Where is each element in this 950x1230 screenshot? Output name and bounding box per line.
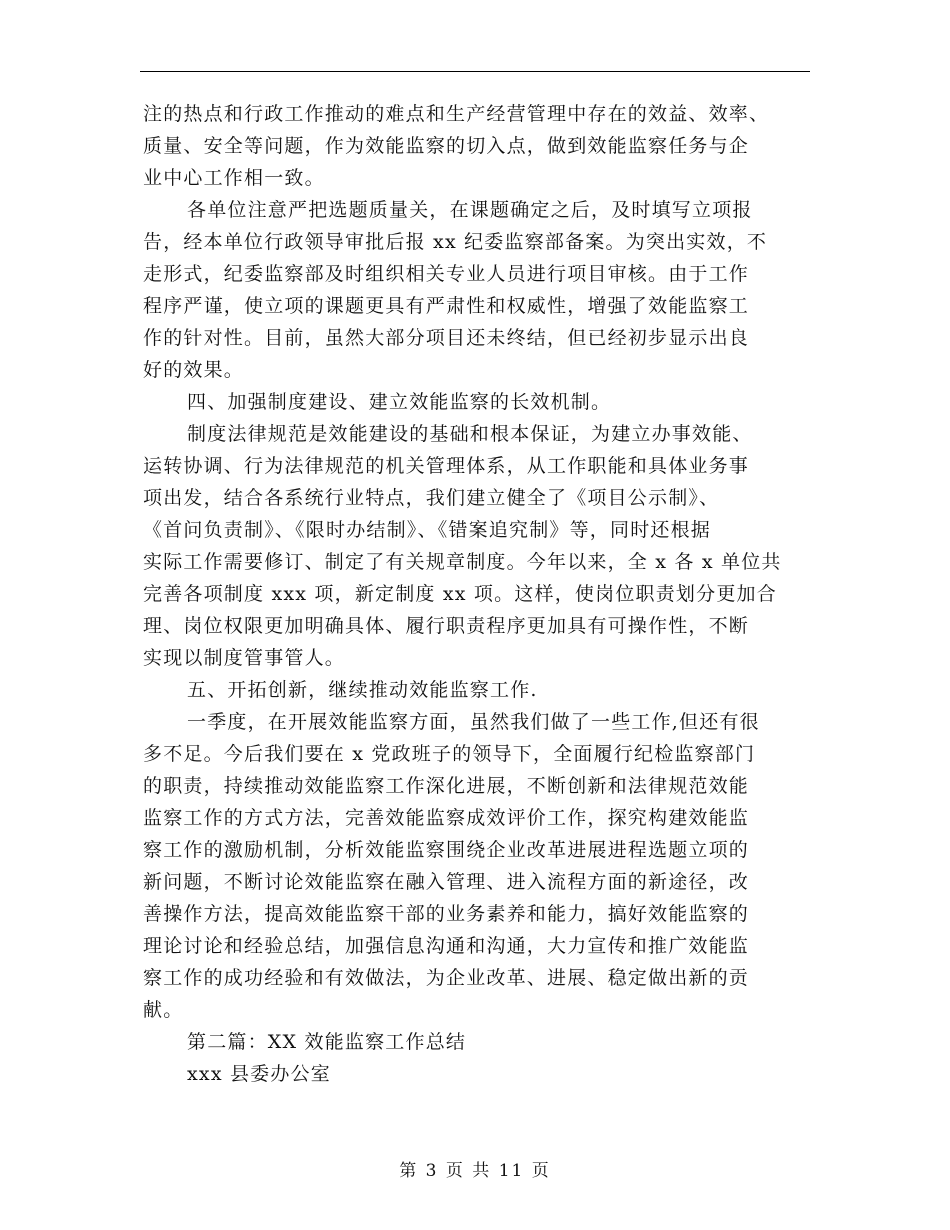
text-line: 第二篇：XX 效能监察工作总结: [187, 1031, 467, 1053]
text-line: 善操作方法，提高效能监察干部的业务素养和能力，搞好效能监察的: [143, 903, 750, 925]
header-rule: [140, 71, 810, 72]
text-line: 制度法律规范是效能建设的基础和根本保证，为建立办事效能、: [187, 423, 753, 445]
text-line: 各单位注意严把选题质量关，在课题确定之后，及时填写立项报: [187, 199, 753, 221]
text-line: 的职责，持续推动效能监察工作深化进展，不断创新和法律规范效能: [143, 775, 750, 797]
text-line: 五、开拓创新，继续推动效能监察工作.: [187, 679, 538, 701]
document-body: [143, 98, 810, 1090]
text-line: 四、加强制度建设、建立效能监察的长效机制。: [187, 391, 612, 413]
text-line: 完善各项制度 xxx 项，新定制度 xx 项。这样，使岗位职责划分更加合: [143, 583, 777, 605]
text-line: 作的针对性。目前，虽然大部分项目还未终结，但已经初步显示出良: [143, 327, 750, 349]
text-line: 察工作的成功经验和有效做法，为企业改革、进展、稳定做出新的贡: [143, 967, 750, 989]
text-line: 告，经本单位行政领导审批后报 xx 纪委监察部备案。为突出实效，不: [143, 231, 768, 253]
text-line: 好的效果。: [143, 359, 245, 381]
text-line: 程序严谨，使立项的课题更具有严肃性和权威性，增强了效能监察工: [143, 295, 750, 317]
text-line: 监察工作的方式方法，完善效能监察成效评价工作，探究构建效能监: [143, 807, 750, 829]
text-line: 多不足。今后我们要在 x 党政班子的领导下，全面履行纪检监察部门: [143, 743, 756, 765]
text-line: 《首问负责制》、《限时办结制》、《错案追究制》等，同时还根据: [143, 519, 712, 541]
text-line: 业中心工作相一致。: [143, 167, 325, 189]
text-line: 新问题，不断讨论效能监察在融入管理、进入流程方面的新途径，改: [143, 871, 750, 893]
text-line: 献。: [143, 999, 184, 1021]
text-line: 实际工作需要修订、制定了有关规章制度。今年以来，全 x 各 x 单位共: [143, 551, 782, 573]
page-footer: 第 3 页 共 11 页: [399, 1161, 551, 1181]
text-line: 理论讨论和经验总结，加强信息沟通和沟通，大力宣传和推广效能监: [143, 935, 750, 957]
text-line: 理、岗位权限更加明确具体、履行职责程序更加具有可操作性，不断: [143, 615, 750, 637]
text-line: 质量、安全等问题，作为效能监察的切入点，做到效能监察任务与企: [143, 135, 750, 157]
text-line: 察工作的激励机制，分析效能监察围绕企业改革进展进程选题立项的: [143, 839, 750, 861]
text-line: 注的热点和行政工作推动的难点和生产经营管理中存在的效益、效率、: [143, 103, 770, 125]
text-line: 走形式，纪委监察部及时组织相关专业人员进行项目审核。由于工作: [143, 263, 750, 285]
text-line: 运转协调、行为法律规范的机关管理体系，从工作职能和具体业务事: [143, 455, 750, 477]
text-line: 实现以制度管事管人。: [143, 647, 346, 669]
text-line: 一季度，在开展效能监察方面，虽然我们做了一些工作,但还有很: [187, 711, 760, 733]
text-line: 项出发，结合各系统行业特点，我们建立健全了《项目公示制》、: [143, 487, 720, 509]
text-line: xxx 县委办公室: [187, 1063, 331, 1085]
